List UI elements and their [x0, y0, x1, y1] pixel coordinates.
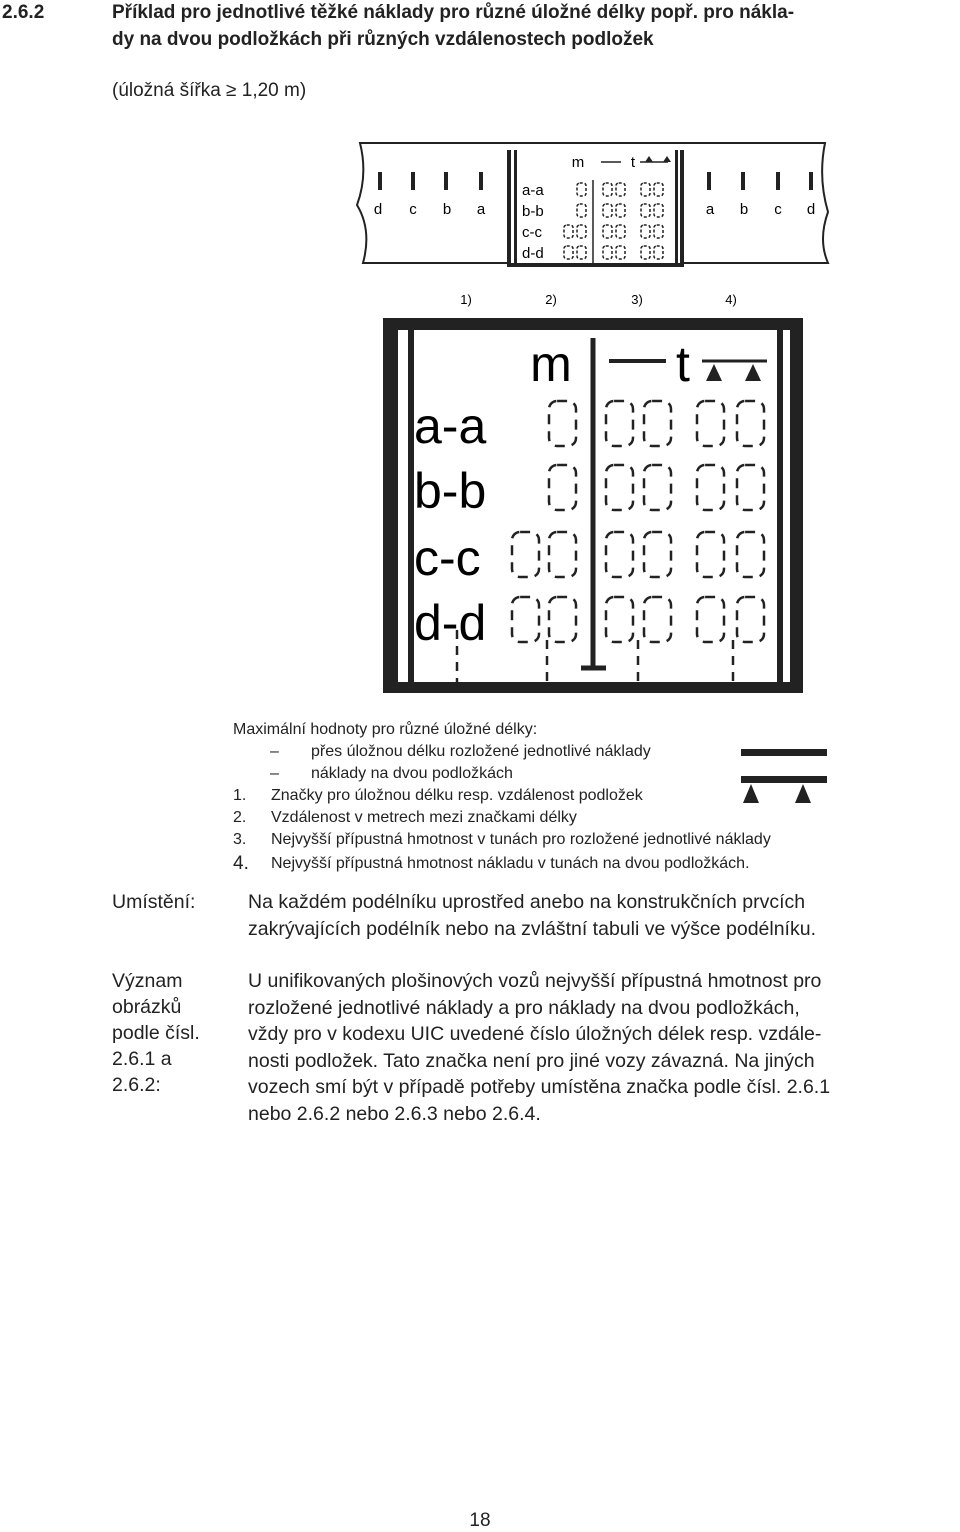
meaning-label-line-5: 2.6.2: [112, 1074, 161, 1096]
two-supports-symbol [741, 776, 827, 803]
distributed-load-symbol [741, 749, 827, 756]
large-header-m: m [530, 336, 572, 392]
greater-equal-symbol: ≥ [226, 80, 237, 101]
meaning-line-5: vozech smí být v případě potřeby umístěna značka podle čísl. 2.6.1 [248, 1076, 831, 1098]
right-label-c: c [774, 201, 782, 218]
legend-dash-2: – [270, 765, 279, 782]
right-length-marks [707, 172, 813, 190]
meaning-label [112, 968, 200, 1098]
legend-dash-item-1: přes úložnou délku rozložené jednotlivé náklady [311, 743, 651, 760]
placement-line-1: Na každém podélníku uprostřed anebo na konstrukčních prvcích [248, 891, 806, 913]
small-row-label-c-c: c-c [522, 224, 542, 241]
legend-item-2-text: Vzdálenost v metrech mezi značkami délky [271, 809, 577, 826]
section-title-line1: Příklad pro jednotlivé těžké náklady pro různé úložné délky popř. pro nákla- [112, 2, 795, 23]
section-number: 2.6.2 [2, 2, 45, 23]
meaning-label-line-2: obrázků [112, 996, 182, 1018]
large-row-label-d-d: d-d [414, 595, 487, 651]
meaning-label-line-1: Význam [112, 970, 183, 992]
section-title-line2: dy na dvou podložkách při různých vzdálenostech podložek [112, 29, 654, 50]
meaning-paragraph [248, 968, 952, 1127]
right-label-a: a [705, 201, 715, 218]
left-label-a: a [476, 201, 486, 218]
meaning-line-2: rozložené jednotlivé náklady a pro náklady na dvou podložkách, [248, 996, 800, 1019]
small-header-t: t [630, 154, 636, 171]
column-marker-4: 4) [725, 292, 737, 307]
left-label-b: b [442, 201, 452, 218]
small-header-m: m [571, 154, 585, 171]
left-label-d: d [373, 201, 383, 218]
meaning-line-6: nebo 2.6.2 nebo 2.6.3 nebo 2.6.4. [248, 1102, 541, 1125]
meaning-line-4: nosti podložek. Tato značka není pro jiné vozy závazná. Na jiných [248, 1049, 815, 1072]
large-row-label-a-a: a-a [414, 398, 487, 454]
large-row-label-b-b: b-b [414, 463, 487, 519]
legend-item-1-text: Značky pro úložnou délku resp. vzdálenost podložek [271, 787, 643, 804]
column-marker-1: 1) [460, 292, 472, 307]
legend-item-4-number: 4. [233, 853, 249, 874]
page-number: 18 [469, 1510, 491, 1531]
meaning-line-1: U unifikovaných plošinových vozů nejvyšší přípustná hmotnost pro [248, 970, 822, 992]
legend-dash-1: – [270, 743, 279, 760]
right-label-b: b [739, 201, 749, 218]
right-label-d: d [806, 201, 816, 218]
legend-item-3-number: 3. [233, 831, 247, 848]
legend-item-1-number: 1. [233, 787, 247, 804]
legend-item-3-text: Nejvyšší přípustná hmotnost v tunách pro rozložené jednotlivé náklady [271, 831, 771, 848]
large-row-label-c-c: c-c [414, 530, 481, 586]
small-row-label-d-d: d-d [522, 245, 544, 262]
legend-heading: Maximální hodnoty pro různé úložné délky: [233, 721, 538, 738]
column-marker-2: 2) [545, 292, 557, 307]
meaning-label-line-4: 2.6.1 a [112, 1048, 172, 1070]
small-row-label-a-a: a-a [522, 182, 544, 199]
meaning-label-line-3: podle čísl. [112, 1022, 200, 1044]
column-marker-3: 3) [631, 292, 643, 307]
meaning-line-3: vždy pro v kodexu UIC uvedené číslo úložných délek resp. vzdále- [248, 1023, 822, 1045]
small-row-label-b-b: b-b [522, 203, 544, 220]
left-length-marks [378, 172, 483, 190]
placement-line-2: zakrývajících podélník nebo na zvláštní tabuli ve výšce podélníku. [248, 918, 816, 940]
large-header-t: t [676, 336, 690, 392]
subtitle-text-before: (úložná šířka [112, 80, 227, 101]
legend-item-2-number: 2. [233, 809, 247, 826]
placement-label: Umístění: [112, 891, 196, 913]
left-label-c: c [409, 201, 417, 218]
legend-item-4-text: Nejvyšší přípustná hmotnost nákladu v tunách na dvou podložkách. [271, 855, 750, 872]
legend-dash-item-2: náklady na dvou podložkách [311, 765, 513, 782]
subtitle-text-after: 1,20 m) [236, 80, 307, 101]
